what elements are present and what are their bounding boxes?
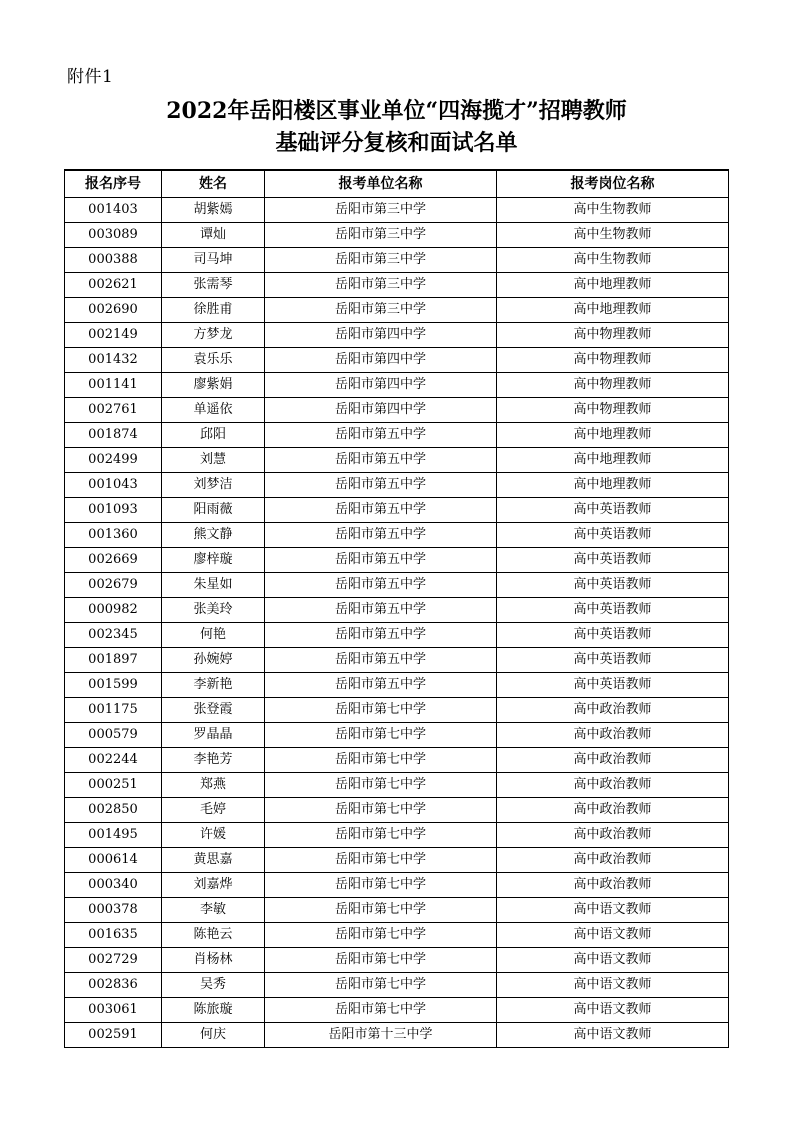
cell-position: 高中语文教师	[497, 948, 729, 973]
cell-position: 高中英语教师	[497, 498, 729, 523]
cell-unit: 岳阳市第四中学	[265, 373, 497, 398]
cell-registration-number: 002836	[65, 973, 162, 998]
cell-position: 高中语文教师	[497, 973, 729, 998]
cell-position: 高中英语教师	[497, 523, 729, 548]
cell-name: 毛婷	[162, 798, 265, 823]
cell-registration-number: 000340	[65, 873, 162, 898]
table-row	[65, 498, 729, 523]
cell-name: 廖梓璇	[162, 548, 265, 573]
cell-registration-number: 002679	[65, 573, 162, 598]
cell-unit: 岳阳市第七中学	[265, 823, 497, 848]
cell-registration-number: 001043	[65, 473, 162, 498]
cell-unit: 岳阳市第五中学	[265, 623, 497, 648]
cell-registration-number: 001175	[65, 698, 162, 723]
cell-position: 高中政治教师	[497, 848, 729, 873]
cell-unit: 岳阳市第七中学	[265, 848, 497, 873]
cell-registration-number: 003061	[65, 998, 162, 1023]
table-row	[65, 973, 729, 998]
table-row	[65, 698, 729, 723]
cell-position: 高中政治教师	[497, 873, 729, 898]
cell-unit: 岳阳市第五中学	[265, 573, 497, 598]
table-row	[65, 1023, 729, 1048]
cell-unit: 岳阳市第七中学	[265, 698, 497, 723]
cell-position: 高中地理教师	[497, 473, 729, 498]
cell-registration-number: 000251	[65, 773, 162, 798]
cell-position: 高中政治教师	[497, 748, 729, 773]
cell-unit: 岳阳市第四中学	[265, 348, 497, 373]
cell-name: 邱阳	[162, 423, 265, 448]
cell-name: 朱星如	[162, 573, 265, 598]
cell-registration-number: 001874	[65, 423, 162, 448]
cell-position: 高中语文教师	[497, 923, 729, 948]
cell-position: 高中生物教师	[497, 198, 729, 223]
cell-position: 高中英语教师	[497, 548, 729, 573]
table-row	[65, 948, 729, 973]
cell-registration-number: 001403	[65, 198, 162, 223]
cell-name: 许媛	[162, 823, 265, 848]
cell-position: 高中英语教师	[497, 623, 729, 648]
document-title-line2: 基础评分复核和面试名单	[275, 130, 518, 156]
cell-unit: 岳阳市第七中学	[265, 773, 497, 798]
cell-name: 阳雨薇	[162, 498, 265, 523]
cell-name: 郑燕	[162, 773, 265, 798]
cell-unit: 岳阳市第五中学	[265, 673, 497, 698]
cell-position: 高中政治教师	[497, 823, 729, 848]
cell-name: 罗晶晶	[162, 723, 265, 748]
cell-position: 高中生物教师	[497, 248, 729, 273]
document-title-line1: 2022年岳阳楼区事业单位“四海揽才”招聘教师	[166, 98, 627, 124]
cell-position: 高中政治教师	[497, 798, 729, 823]
cell-position: 高中政治教师	[497, 773, 729, 798]
cell-position: 高中生物教师	[497, 223, 729, 248]
table-header-row	[65, 170, 729, 198]
cell-position: 高中英语教师	[497, 598, 729, 623]
cell-position: 高中政治教师	[497, 698, 729, 723]
cell-registration-number: 002690	[65, 298, 162, 323]
cell-name: 何庆	[162, 1023, 265, 1048]
table-row	[65, 198, 729, 223]
cell-name: 陈艳云	[162, 923, 265, 948]
header-name: 姓名	[162, 170, 265, 198]
cell-name: 何艳	[162, 623, 265, 648]
cell-position: 高中语文教师	[497, 998, 729, 1023]
candidate-table	[64, 169, 729, 1048]
cell-position: 高中语文教师	[497, 1023, 729, 1048]
cell-registration-number: 002499	[65, 448, 162, 473]
cell-registration-number: 001360	[65, 523, 162, 548]
cell-name: 孙婉婷	[162, 648, 265, 673]
cell-unit: 岳阳市第五中学	[265, 648, 497, 673]
cell-registration-number: 000579	[65, 723, 162, 748]
cell-unit: 岳阳市第五中学	[265, 473, 497, 498]
cell-unit: 岳阳市第五中学	[265, 423, 497, 448]
cell-unit: 岳阳市第七中学	[265, 873, 497, 898]
cell-position: 高中地理教师	[497, 423, 729, 448]
table-row	[65, 448, 729, 473]
cell-unit: 岳阳市第四中学	[265, 398, 497, 423]
cell-name: 黄思嘉	[162, 848, 265, 873]
cell-name: 刘嘉烨	[162, 873, 265, 898]
cell-position: 高中政治教师	[497, 723, 729, 748]
cell-registration-number: 002591	[65, 1023, 162, 1048]
cell-unit: 岳阳市第五中学	[265, 448, 497, 473]
cell-registration-number: 000614	[65, 848, 162, 873]
cell-registration-number: 002149	[65, 323, 162, 348]
cell-position: 高中地理教师	[497, 273, 729, 298]
table-row	[65, 548, 729, 573]
table-row	[65, 423, 729, 448]
cell-unit: 岳阳市第五中学	[265, 548, 497, 573]
cell-unit: 岳阳市第七中学	[265, 998, 497, 1023]
header-position: 报考岗位名称	[497, 170, 729, 198]
table-row	[65, 323, 729, 348]
cell-unit: 岳阳市第七中学	[265, 973, 497, 998]
cell-registration-number: 001897	[65, 648, 162, 673]
table-row	[65, 773, 729, 798]
table-row	[65, 873, 729, 898]
cell-registration-number: 001599	[65, 673, 162, 698]
cell-registration-number: 002729	[65, 948, 162, 973]
cell-name: 张美玲	[162, 598, 265, 623]
cell-registration-number: 002669	[65, 548, 162, 573]
cell-registration-number: 002345	[65, 623, 162, 648]
table-row	[65, 748, 729, 773]
cell-unit: 岳阳市第七中学	[265, 923, 497, 948]
cell-registration-number: 001495	[65, 823, 162, 848]
cell-position: 高中英语教师	[497, 573, 729, 598]
cell-name: 胡紫嫣	[162, 198, 265, 223]
table-row	[65, 923, 729, 948]
cell-position: 高中物理教师	[497, 348, 729, 373]
cell-unit: 岳阳市第三中学	[265, 273, 497, 298]
cell-registration-number: 002621	[65, 273, 162, 298]
cell-unit: 岳阳市第五中学	[265, 498, 497, 523]
table-row	[65, 848, 729, 873]
cell-position: 高中英语教师	[497, 673, 729, 698]
table-row	[65, 823, 729, 848]
cell-name: 单遥依	[162, 398, 265, 423]
cell-registration-number: 002850	[65, 798, 162, 823]
cell-unit: 岳阳市第三中学	[265, 198, 497, 223]
cell-name: 袁乐乐	[162, 348, 265, 373]
cell-name: 陈旅璇	[162, 998, 265, 1023]
cell-position: 高中语文教师	[497, 898, 729, 923]
annex-label: 附件1	[67, 67, 114, 87]
table-row	[65, 398, 729, 423]
cell-name: 张需琴	[162, 273, 265, 298]
cell-registration-number: 001635	[65, 923, 162, 948]
cell-name: 徐胜甫	[162, 298, 265, 323]
cell-unit: 岳阳市第五中学	[265, 523, 497, 548]
cell-name: 方梦龙	[162, 323, 265, 348]
cell-registration-number: 003089	[65, 223, 162, 248]
cell-position: 高中物理教师	[497, 323, 729, 348]
cell-unit: 岳阳市第三中学	[265, 223, 497, 248]
cell-name: 张登霞	[162, 698, 265, 723]
cell-name: 李敏	[162, 898, 265, 923]
cell-registration-number: 002244	[65, 748, 162, 773]
cell-registration-number: 002761	[65, 398, 162, 423]
header-unit: 报考单位名称	[265, 170, 497, 198]
cell-unit: 岳阳市第七中学	[265, 748, 497, 773]
cell-name: 谭灿	[162, 223, 265, 248]
cell-registration-number: 001141	[65, 373, 162, 398]
cell-name: 李新艳	[162, 673, 265, 698]
cell-name: 肖杨林	[162, 948, 265, 973]
cell-registration-number: 001093	[65, 498, 162, 523]
cell-name: 廖紫娟	[162, 373, 265, 398]
cell-unit: 岳阳市第七中学	[265, 723, 497, 748]
cell-unit: 岳阳市第三中学	[265, 298, 497, 323]
cell-name: 刘慧	[162, 448, 265, 473]
cell-position: 高中物理教师	[497, 398, 729, 423]
cell-unit: 岳阳市第三中学	[265, 248, 497, 273]
cell-registration-number: 000388	[65, 248, 162, 273]
table-row	[65, 898, 729, 923]
table-row	[65, 798, 729, 823]
cell-registration-number: 001432	[65, 348, 162, 373]
table-row	[65, 348, 729, 373]
cell-name: 熊文静	[162, 523, 265, 548]
cell-position: 高中物理教师	[497, 373, 729, 398]
cell-unit: 岳阳市第七中学	[265, 948, 497, 973]
cell-position: 高中地理教师	[497, 448, 729, 473]
cell-name: 李艳芳	[162, 748, 265, 773]
cell-unit: 岳阳市第五中学	[265, 598, 497, 623]
table-row	[65, 248, 729, 273]
table-row	[65, 723, 729, 748]
table-row	[65, 998, 729, 1023]
table-row	[65, 523, 729, 548]
cell-unit: 岳阳市第四中学	[265, 323, 497, 348]
cell-registration-number: 000378	[65, 898, 162, 923]
table-row	[65, 373, 729, 398]
table-row	[65, 273, 729, 298]
cell-name: 吴秀	[162, 973, 265, 998]
table-row	[65, 648, 729, 673]
header-registration-number: 报名序号	[65, 170, 162, 198]
cell-unit: 岳阳市第七中学	[265, 798, 497, 823]
table-row	[65, 623, 729, 648]
table-row	[65, 598, 729, 623]
cell-name: 司马坤	[162, 248, 265, 273]
cell-unit: 岳阳市第七中学	[265, 898, 497, 923]
cell-name: 刘梦洁	[162, 473, 265, 498]
cell-registration-number: 000982	[65, 598, 162, 623]
table-row	[65, 298, 729, 323]
table-row	[65, 223, 729, 248]
table-row	[65, 673, 729, 698]
cell-unit: 岳阳市第十三中学	[265, 1023, 497, 1048]
cell-position: 高中英语教师	[497, 648, 729, 673]
cell-position: 高中地理教师	[497, 298, 729, 323]
table-row	[65, 573, 729, 598]
table-row	[65, 473, 729, 498]
